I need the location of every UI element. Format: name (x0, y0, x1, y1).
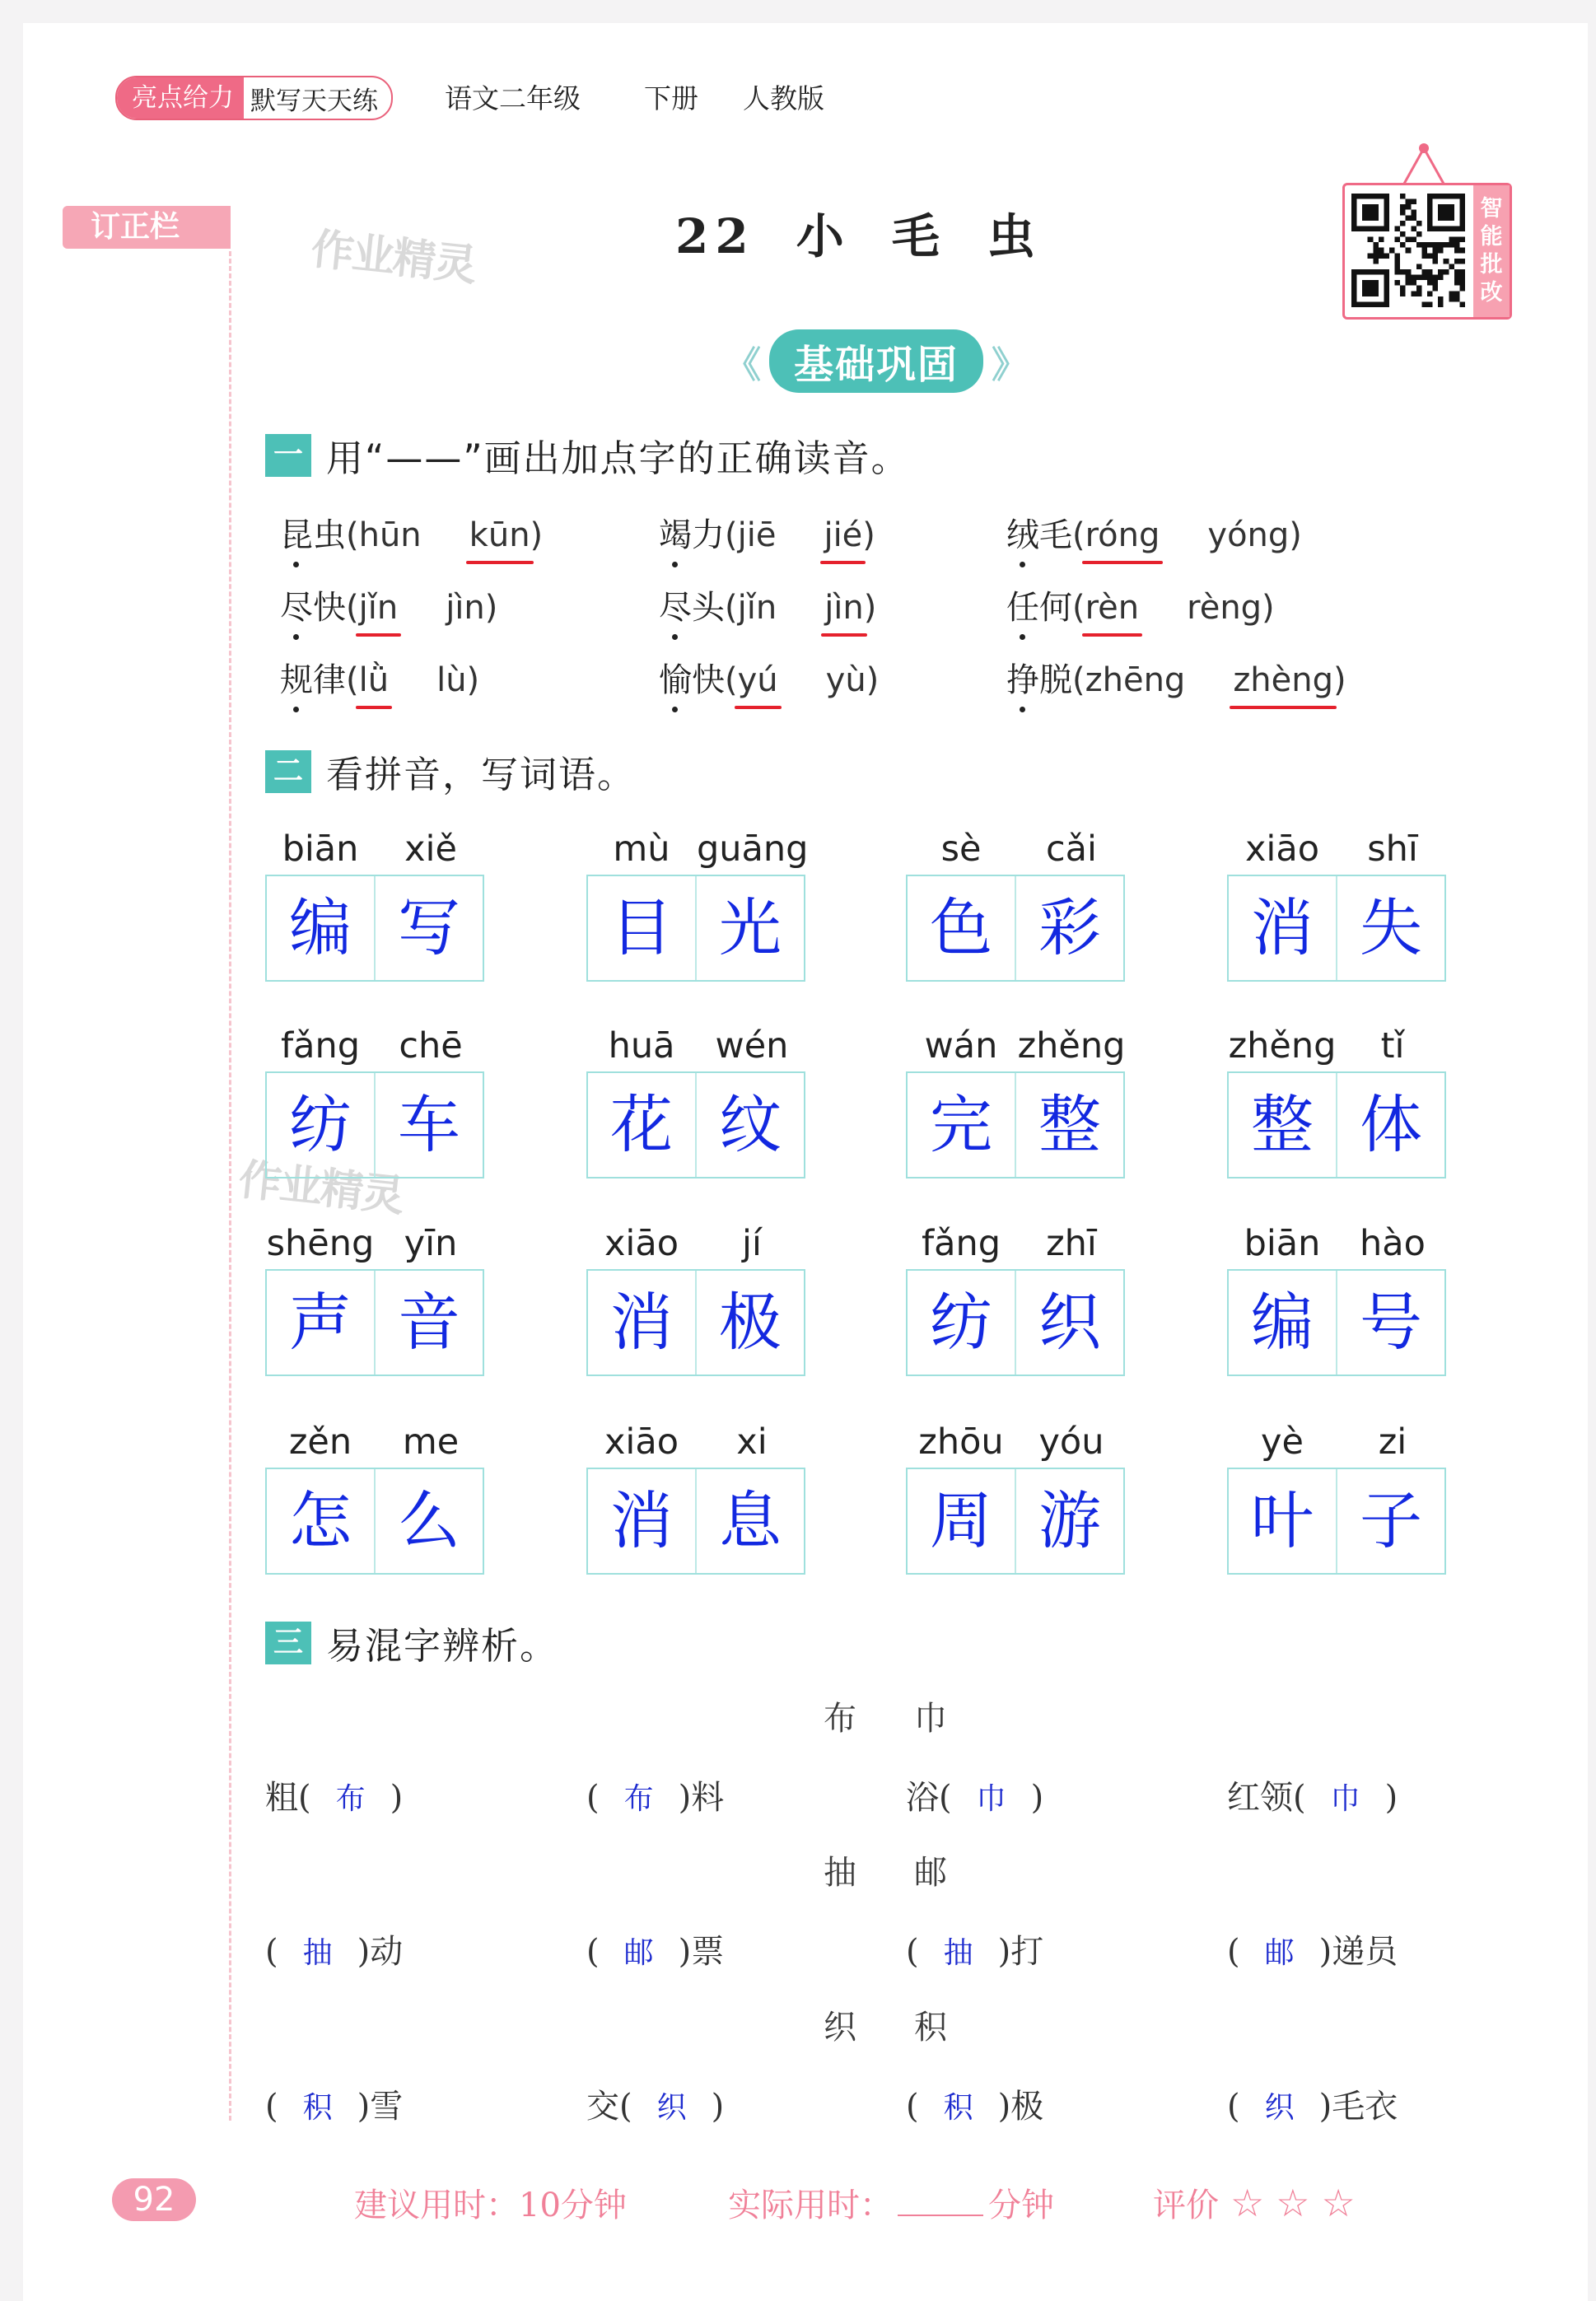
dotted-char: 愉 (659, 654, 692, 701)
qr-side-char: 能 (1480, 224, 1503, 250)
pinyin-syllable: yóu (1038, 1421, 1104, 1463)
dotted-char: 绒 (1006, 509, 1039, 556)
word-cell (586, 1025, 807, 1179)
pinyin-line (1227, 1421, 1448, 1468)
word-char: 快 (313, 589, 346, 627)
written-char: 失 (1336, 876, 1444, 980)
written-char: 纺 (289, 1088, 352, 1161)
blank-suffix: ) (1030, 1779, 1044, 1817)
blank-prefix: ( (265, 2088, 278, 2126)
fill-blank (265, 2080, 403, 2127)
written-char: 纺 (930, 1286, 992, 1359)
actual-time-blank[interactable] (898, 2215, 983, 2216)
pinyin-syllable: zi (1378, 1421, 1407, 1463)
pinyin-syllable: wán (924, 1025, 998, 1066)
confusable-char: 邮 (914, 1854, 947, 1892)
pinyin-line (1227, 1223, 1448, 1269)
pinyin-line (265, 1421, 486, 1468)
writing-box[interactable] (586, 875, 805, 982)
star-icon[interactable]: ☆ (1321, 2181, 1356, 2225)
pinyin-option: ( (1072, 516, 1085, 554)
pinyin-option: ) (862, 516, 875, 554)
pinyin-option: (zhēng (1072, 661, 1186, 699)
section-instruction: 易混字辨析。 (326, 1624, 559, 1668)
writing-box[interactable] (265, 1269, 484, 1376)
smart-grading-label (1473, 185, 1510, 317)
pinyin-line (265, 828, 486, 875)
pinyin-syllable: yè (1261, 1421, 1304, 1463)
pinyin-syllable: fǎng (280, 1025, 361, 1066)
word-char: 头 (692, 589, 725, 627)
pinyin-line (906, 1421, 1127, 1468)
correct-pinyin[interactable]: zhèng (1233, 661, 1334, 699)
pronunciation-item (1006, 581, 1275, 628)
written-char: 编 (289, 891, 352, 964)
word-char: 快 (692, 661, 725, 699)
written-char: 叶 (1251, 1484, 1314, 1557)
blank-answer[interactable]: 织 (656, 2091, 687, 2125)
blank-prefix: ( (1227, 2088, 1240, 2126)
writing-box[interactable] (265, 1468, 484, 1575)
pronunciation-item (1006, 654, 1346, 701)
pinyin-syllable: xiāo (604, 1223, 679, 1264)
title-char: 小 (796, 208, 851, 264)
pinyin-syllable: biān (282, 828, 359, 870)
blank-suffix: )料 (678, 1779, 725, 1817)
pinyin-option: (jiē (725, 516, 777, 554)
confusable-char: 巾 (914, 1700, 947, 1738)
blank-suffix: ) (1384, 1779, 1398, 1817)
pinyin-option: ( (346, 589, 359, 627)
word-cell (586, 1421, 807, 1575)
writing-box[interactable] (586, 1269, 805, 1376)
pinyin-line (586, 1025, 807, 1071)
pinyin-option: ) (863, 589, 877, 627)
pinyin-syllable: hào (1360, 1223, 1426, 1264)
word-char: 律 (313, 661, 346, 699)
fill-blank (586, 2080, 724, 2127)
pinyin-option: ) (1333, 661, 1346, 699)
pinyin-line (586, 1223, 807, 1269)
fill-blank (586, 1771, 724, 1818)
edition-label: 人教版 (743, 82, 824, 114)
fill-blank (265, 1771, 403, 1818)
rating-label: 评价 (1153, 2187, 1219, 2224)
banner-text: 基础巩固 (769, 329, 983, 393)
writing-box[interactable] (265, 1071, 484, 1179)
pinyin-syllable: huā (608, 1025, 675, 1066)
pinyin-syllable: cǎi (1046, 828, 1097, 870)
blank-answer[interactable]: 抽 (943, 1936, 973, 1970)
blank-answer[interactable]: 织 (1264, 2091, 1295, 2125)
written-char: 光 (695, 876, 804, 980)
pinyin-syllable: chē (399, 1025, 463, 1066)
written-char: 子 (1336, 1469, 1444, 1573)
series-brand: 亮点给力 (117, 77, 244, 119)
pinyin-option: yóng) (1207, 516, 1302, 554)
word-char: 何 (1039, 589, 1072, 627)
pinyin-option: ( (1072, 589, 1085, 627)
star-icon[interactable]: ☆ (1230, 2181, 1265, 2225)
correct-pinyin[interactable]: rèn (1085, 589, 1140, 627)
pinyin-syllable: guāng (697, 828, 809, 870)
correct-pinyin[interactable]: lǜ (358, 661, 390, 699)
section-number: 二 (265, 750, 311, 793)
pinyin-line (906, 1223, 1127, 1269)
writing-box[interactable] (265, 875, 484, 982)
dotted-char: 任 (1006, 581, 1039, 628)
written-char: 游 (1015, 1469, 1123, 1573)
blank-suffix: ) (711, 2088, 725, 2126)
writing-box[interactable] (906, 1071, 1125, 1179)
blank-suffix: )打 (997, 1933, 1044, 1971)
correct-pinyin[interactable]: jìn (824, 589, 864, 627)
blank-answer[interactable]: 布 (335, 1782, 366, 1816)
written-char: 目 (610, 891, 673, 964)
writing-box[interactable] (1227, 875, 1446, 982)
dotted-char: 昆 (280, 509, 313, 556)
word-cell (265, 1223, 486, 1376)
pinyin-line (1227, 828, 1448, 875)
page-number: 92 (112, 2178, 196, 2221)
blank-prefix: ( (906, 2088, 919, 2126)
word-cell (265, 1421, 486, 1575)
blank-prefix: 粗( (265, 1779, 311, 1817)
pinyin-syllable: mù (613, 828, 670, 870)
writing-box[interactable] (586, 1071, 805, 1179)
pinyin-syllable: xiě (404, 828, 457, 870)
fill-blank (1227, 1925, 1398, 1972)
written-char: 体 (1336, 1073, 1444, 1177)
volume-label: 下册 (644, 82, 698, 114)
actual-time-label: 实际用时： (728, 2187, 893, 2224)
correct-pinyin[interactable]: jié (824, 516, 863, 554)
blank-prefix: ( (265, 1933, 278, 1971)
section3-heading (265, 1616, 558, 1669)
blank-answer[interactable]: 邮 (623, 1936, 654, 1970)
pinyin-syllable: wén (715, 1025, 789, 1066)
fill-blank (906, 2080, 1043, 2127)
star-icon[interactable]: ☆ (1276, 2181, 1310, 2225)
word-cell (1227, 1223, 1448, 1376)
pinyin-option: (hūn (346, 516, 422, 554)
dotted-char: 竭 (659, 509, 692, 556)
fill-blank (1227, 1771, 1398, 1818)
pronunciation-item (659, 654, 879, 701)
written-char: 色 (930, 891, 992, 964)
pinyin-option: (jǐn (725, 589, 777, 627)
correct-pinyin[interactable]: yú (737, 661, 778, 699)
written-char: 纹 (695, 1073, 804, 1177)
correction-column-label: 订正栏 (63, 206, 231, 249)
word-cell (1227, 828, 1448, 982)
lesson-title (675, 198, 1042, 267)
pinyin-syllable: fǎng (921, 1223, 1001, 1264)
blank-prefix: ( (1227, 1933, 1240, 1971)
fill-blank (906, 1771, 1043, 1818)
title-char: 毛 (891, 208, 946, 264)
dotted-char: 尽 (280, 581, 313, 628)
series-name: 默写天天练 (250, 86, 378, 116)
pinyin-syllable: xi (736, 1421, 768, 1463)
pronunciation-item (659, 509, 875, 556)
word-cell (906, 828, 1127, 982)
section1-heading (265, 428, 910, 482)
pronunciation-item (1006, 509, 1302, 556)
qr-card[interactable] (1342, 183, 1512, 320)
pinyin-line (265, 1223, 486, 1269)
rating (1153, 2179, 1356, 2226)
blank-answer[interactable]: 抽 (302, 1936, 333, 1970)
written-char: 消 (610, 1286, 673, 1359)
blank-suffix: )动 (357, 1933, 404, 1971)
pinyin-syllable: shēng (266, 1223, 375, 1264)
pinyin-line (586, 828, 807, 875)
pinyin-syllable: tǐ (1380, 1025, 1405, 1066)
blank-answer[interactable]: 巾 (1330, 1782, 1360, 1816)
written-char: 消 (610, 1484, 673, 1557)
word-cell (586, 828, 807, 982)
pinyin-syllable: me (402, 1421, 460, 1463)
pinyin-line (265, 1025, 486, 1071)
written-char: 音 (374, 1271, 483, 1375)
written-char: 花 (610, 1088, 673, 1161)
confusable-pair (824, 2001, 1005, 2048)
fill-blank (586, 1925, 724, 1972)
pinyin-syllable: zhōu (918, 1421, 1004, 1463)
watermark: 作业精灵 (236, 1155, 406, 1222)
blank-prefix: ( (906, 1933, 919, 1971)
written-char: 完 (930, 1088, 992, 1161)
blank-prefix: ( (586, 1933, 600, 1971)
writing-box[interactable] (906, 1269, 1125, 1376)
word-cell (586, 1223, 807, 1376)
pinyin-option: ) (530, 516, 544, 554)
suggested-time: 建议用时：10分钟 (354, 2187, 627, 2224)
pinyin-syllable: shī (1367, 828, 1418, 870)
lesson-number: 22 (675, 208, 755, 264)
pronunciation-item (280, 581, 497, 628)
pronunciation-item (280, 654, 479, 701)
section-number: 三 (265, 1622, 311, 1664)
blank-answer[interactable]: 邮 (1264, 1936, 1295, 1970)
word-cell (1227, 1025, 1448, 1179)
correct-pinyin[interactable]: kūn (469, 516, 530, 554)
written-char: 声 (289, 1286, 352, 1359)
pinyin-syllable: zhī (1046, 1223, 1097, 1264)
actual-time (728, 2179, 1054, 2226)
blank-suffix: )递员 (1318, 1933, 1398, 1971)
blank-answer[interactable]: 巾 (976, 1782, 1006, 1816)
confusable-char: 布 (824, 1700, 856, 1738)
pinyin-syllable: zhěng (1017, 1025, 1126, 1066)
pronunciation-item (280, 509, 543, 556)
qr-side-char: 智 (1480, 196, 1503, 222)
word-cell (906, 1025, 1127, 1179)
banner-right-arrows: 》 (992, 343, 1029, 386)
pinyin-line (586, 1421, 807, 1468)
fill-blank (906, 1925, 1043, 1972)
qr-side-char: 批 (1480, 252, 1503, 278)
confusable-char: 积 (914, 2009, 947, 2047)
written-char: 编 (1251, 1286, 1314, 1359)
pinyin-option: jìn) (446, 589, 498, 627)
pinyin-option: ( (725, 661, 738, 699)
dotted-char: 规 (280, 654, 313, 701)
actual-time-unit: 分钟 (988, 2187, 1054, 2224)
written-char: 周 (930, 1484, 992, 1557)
section2-heading (265, 744, 636, 798)
pinyin-option: rèng) (1187, 589, 1275, 627)
writing-box[interactable] (1227, 1269, 1446, 1376)
pinyin-option: ( (346, 661, 359, 699)
series-tag (115, 76, 393, 120)
blank-suffix: )毛衣 (1318, 2088, 1398, 2126)
qr-side-char: 改 (1480, 280, 1503, 306)
pinyin-syllable: zhěng (1228, 1025, 1337, 1066)
writing-box[interactable] (906, 1468, 1125, 1575)
pinyin-line (906, 1025, 1127, 1071)
blank-suffix: ) (390, 1779, 404, 1817)
blank-prefix: 浴( (906, 1779, 952, 1817)
word-cell (1227, 1421, 1448, 1575)
pinyin-syllable: xiāo (604, 1421, 679, 1463)
section-banner (725, 329, 1028, 393)
writing-box[interactable] (586, 1468, 805, 1575)
correct-pinyin[interactable]: róng (1085, 516, 1160, 554)
written-char: 息 (695, 1469, 804, 1573)
written-char: 号 (1336, 1271, 1444, 1375)
pinyin-syllable: biān (1244, 1223, 1321, 1264)
pinyin-syllable: xiāo (1244, 828, 1320, 870)
section-number: 一 (265, 434, 311, 477)
word-cell (906, 1421, 1127, 1575)
dotted-char: 尽 (659, 581, 692, 628)
written-char: 整 (1015, 1073, 1123, 1177)
correct-pinyin[interactable]: jǐn (358, 589, 399, 627)
qr-code-icon[interactable] (1351, 194, 1465, 307)
confusable-pair (824, 1846, 1005, 1893)
pinyin-option: lù) (436, 661, 480, 699)
word-char: 毛 (1039, 516, 1072, 554)
correction-divider (229, 251, 231, 2121)
confusable-char: 抽 (824, 1854, 856, 1892)
banner-left-arrows: 《 (725, 343, 761, 386)
pronunciation-item (659, 581, 876, 628)
subject-label: 语文二年级 (445, 82, 581, 114)
written-char: 极 (695, 1271, 804, 1375)
title-char: 虫 (987, 208, 1042, 264)
written-char: 车 (374, 1073, 483, 1177)
pinyin-option: yù) (825, 661, 880, 699)
word-cell (265, 828, 486, 982)
blank-prefix: 交( (586, 2088, 632, 2126)
written-char: 彩 (1015, 876, 1123, 980)
pinyin-syllable: yīn (404, 1223, 458, 1264)
writing-box[interactable] (906, 875, 1125, 982)
blank-suffix: )极 (997, 2088, 1044, 2126)
blank-suffix: )票 (678, 1933, 725, 1971)
blank-answer[interactable]: 积 (943, 2091, 973, 2125)
blank-prefix: ( (586, 1779, 600, 1817)
word-char: 虫 (313, 516, 346, 554)
blank-answer[interactable]: 布 (623, 1782, 654, 1816)
written-char: 怎 (289, 1484, 352, 1557)
confusable-pair (824, 1692, 1005, 1739)
fill-blank (1227, 2080, 1398, 2127)
confusable-char: 织 (824, 2009, 856, 2047)
pinyin-syllable: jí (742, 1223, 762, 1264)
pinyin-line (1227, 1025, 1448, 1071)
word-cell (265, 1025, 486, 1179)
blank-suffix: )雪 (357, 2088, 404, 2126)
pinyin-syllable: zěn (288, 1421, 352, 1463)
word-char: 力 (692, 516, 725, 554)
fill-blank (265, 1925, 403, 1972)
writing-box[interactable] (1227, 1071, 1446, 1179)
blank-prefix: 红领( (1227, 1779, 1306, 1817)
written-char: 写 (374, 876, 483, 980)
pinyin-line (906, 828, 1127, 875)
dotted-char: 挣 (1006, 654, 1039, 701)
section-instruction: 用“——”画出加点字的正确读音。 (326, 436, 910, 480)
writing-box[interactable] (1227, 1468, 1446, 1575)
written-char: 么 (374, 1469, 483, 1573)
section-instruction: 看拼音，写词语。 (326, 753, 637, 796)
written-char: 织 (1015, 1271, 1123, 1375)
watermark: 作业精灵 (308, 224, 478, 292)
written-char: 整 (1251, 1088, 1314, 1161)
written-char: 消 (1251, 891, 1314, 964)
pinyin-syllable: sè (940, 828, 982, 870)
word-char: 脱 (1039, 661, 1072, 699)
word-cell (906, 1223, 1127, 1376)
blank-answer[interactable]: 积 (302, 2091, 333, 2125)
